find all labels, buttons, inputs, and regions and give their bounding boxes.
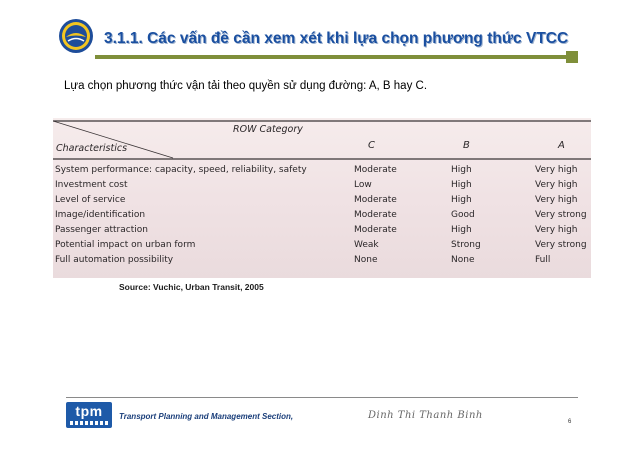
table-row: [53, 253, 591, 268]
value-a: Very high: [535, 195, 578, 205]
value-a: Full: [535, 255, 551, 265]
tpm-logo-text: tpm: [75, 403, 103, 419]
value-c: Moderate: [354, 195, 397, 205]
source-citation: Source: Vuchic, Urban Transit, 2005: [119, 282, 264, 292]
table-row: [53, 193, 591, 208]
characteristic-label: Passenger attraction: [55, 225, 148, 235]
characteristics-heading: Characteristics: [56, 143, 128, 154]
value-a: Very high: [535, 165, 578, 175]
page-number: 6: [568, 419, 572, 425]
value-a: Very high: [535, 180, 578, 190]
table-row: [53, 223, 591, 238]
characteristic-label: Full automation possibility: [55, 255, 174, 265]
row-category-heading: ROW Category: [233, 124, 303, 135]
table-row: [53, 178, 591, 193]
table-body: [53, 163, 591, 268]
column-heading-c: C: [368, 140, 375, 151]
tpm-logo: [66, 402, 112, 428]
value-b: None: [451, 255, 475, 265]
characteristic-label: Investment cost: [55, 180, 128, 190]
value-c: Weak: [354, 240, 379, 250]
author-signature: Dinh Thi Thanh Binh: [368, 410, 483, 421]
column-heading-b: B: [463, 140, 470, 151]
title-underline: [95, 55, 575, 59]
table-row: [53, 238, 591, 253]
value-b: High: [451, 165, 472, 175]
value-c: Moderate: [354, 225, 397, 235]
intro-text: Lựa chọn phương thức vận tải theo quyền sử dụng đường: A, B hay C.: [64, 80, 428, 92]
column-heading-a: A: [558, 140, 565, 151]
value-a: Very high: [535, 225, 578, 235]
university-emblem-icon: [58, 18, 94, 54]
value-b: High: [451, 180, 472, 190]
characteristic-label: Level of service: [55, 195, 126, 205]
value-c: None: [354, 255, 378, 265]
value-a: Very strong: [535, 240, 587, 250]
characteristic-label: System performance: capacity, speed, reliability, safety: [55, 165, 307, 175]
title-underline-end-block: [566, 51, 578, 63]
value-c: Moderate: [354, 165, 397, 175]
tpm-logo-strip: [70, 421, 108, 425]
value-b: Good: [451, 210, 475, 220]
footer-divider: [66, 397, 578, 398]
row-category-table-scan: [53, 118, 591, 278]
table-row: [53, 163, 591, 178]
characteristic-label: Potential impact on urban form: [55, 240, 196, 250]
value-c: Low: [354, 180, 372, 190]
value-b: High: [451, 225, 472, 235]
value-a: Very strong: [535, 210, 587, 220]
table-row: [53, 208, 591, 223]
page-title: 3.1.1. Các vấn đề cần xem xét khi lựa chọn phương thức VTCC: [104, 30, 569, 47]
value-c: Moderate: [354, 210, 397, 220]
value-b: Strong: [451, 240, 481, 250]
characteristic-label: Image/identification: [55, 210, 146, 220]
value-b: High: [451, 195, 472, 205]
footer-section-name: Transport Planning and Management Section,: [119, 412, 294, 421]
